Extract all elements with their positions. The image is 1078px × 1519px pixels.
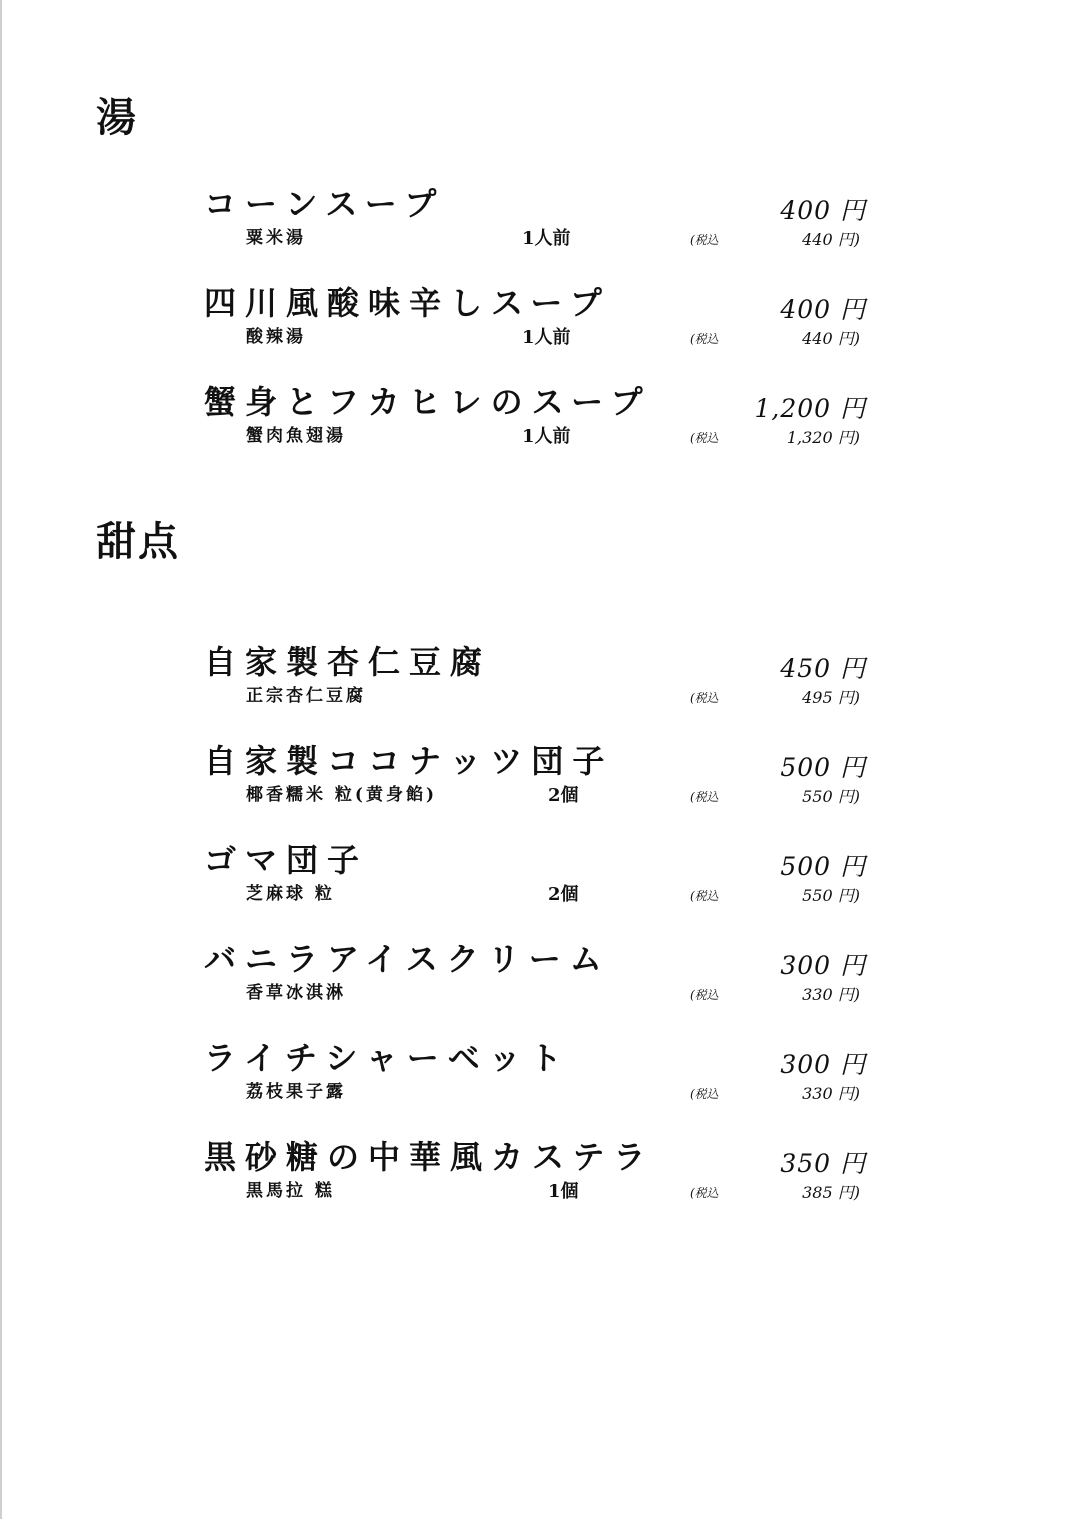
menu-item [0, 284, 1078, 357]
item-chinese-name: 蟹肉魚翅湯 [246, 426, 346, 446]
menu-item [0, 940, 1078, 1013]
item-price: 400 円 [780, 295, 866, 324]
tax-included-price: 550 円) [802, 886, 860, 905]
item-portion: 2個 [548, 785, 579, 806]
menu-item [0, 841, 1078, 914]
tax-included-price: 440 円) [802, 329, 860, 348]
item-portion: 1個 [548, 1181, 579, 1202]
menu-item [0, 643, 1078, 716]
menu-item [0, 185, 1078, 258]
section-heading-soup: 湯 [96, 95, 138, 141]
item-chinese-name: 荔枝果子露 [246, 1082, 346, 1102]
item-price: 400 円 [780, 196, 866, 225]
item-name: ライチシャーベット [204, 1039, 571, 1077]
tax-included-label: (税込 [690, 889, 719, 903]
item-portion: 1人前 [522, 327, 571, 348]
item-name: バニラアイスクリーム [204, 940, 611, 978]
item-price: 300 円 [780, 1050, 866, 1079]
item-name: 自家製杏仁豆腐 [204, 643, 492, 681]
menu-item [0, 1138, 1078, 1211]
tax-included-label: (税込 [690, 691, 719, 705]
item-price: 300 円 [780, 951, 866, 980]
item-name: 自家製ココナッツ団子 [204, 742, 614, 780]
tax-included-price: 385 円) [802, 1183, 860, 1202]
tax-included-label: (税込 [690, 1186, 719, 1200]
item-chinese-name: 粟米湯 [246, 228, 306, 248]
menu-item [0, 1039, 1078, 1112]
item-portion: 1人前 [522, 228, 571, 249]
tax-included-label: (税込 [690, 233, 719, 247]
tax-included-price: 330 円) [802, 1084, 860, 1103]
item-name: ゴマ団子 [204, 841, 369, 879]
item-name: 蟹身とフカヒレのスープ [204, 383, 652, 421]
tax-included-price: 1,320 円) [786, 428, 860, 447]
item-chinese-name: 椰香糯米 粒(黄身餡) [246, 785, 438, 805]
tax-included-price: 550 円) [802, 787, 860, 806]
tax-included-price: 330 円) [802, 985, 860, 1004]
item-price: 500 円 [780, 852, 866, 881]
tax-included-label: (税込 [690, 431, 719, 445]
item-price: 450 円 [780, 654, 866, 683]
item-portion: 2個 [548, 884, 579, 905]
item-chinese-name: 黒馬拉 糕 [246, 1181, 335, 1201]
item-name: 四川風酸味辛しスープ [204, 284, 611, 322]
item-chinese-name: 正宗杏仁豆腐 [246, 686, 366, 706]
tax-included-label: (税込 [690, 988, 719, 1002]
item-price: 500 円 [780, 753, 866, 782]
item-chinese-name: 芝麻球 粒 [246, 884, 335, 904]
item-chinese-name: 酸辣湯 [246, 327, 306, 347]
item-portion: 1人前 [522, 426, 571, 447]
item-name: 黒砂糖の中華風カステラ [204, 1138, 655, 1176]
tax-included-label: (税込 [690, 790, 719, 804]
menu-item [0, 742, 1078, 815]
item-chinese-name: 香草冰淇淋 [246, 983, 346, 1003]
item-name: コーンスープ [204, 185, 446, 223]
menu-item [0, 383, 1078, 456]
tax-included-price: 495 円) [802, 688, 860, 707]
item-price: 350 円 [780, 1149, 866, 1178]
tax-included-price: 440 円) [802, 230, 860, 249]
tax-included-label: (税込 [690, 332, 719, 346]
section-heading-dessert: 甜点 [96, 519, 180, 565]
item-price: 1,200 円 [754, 394, 866, 423]
tax-included-label: (税込 [690, 1087, 719, 1101]
